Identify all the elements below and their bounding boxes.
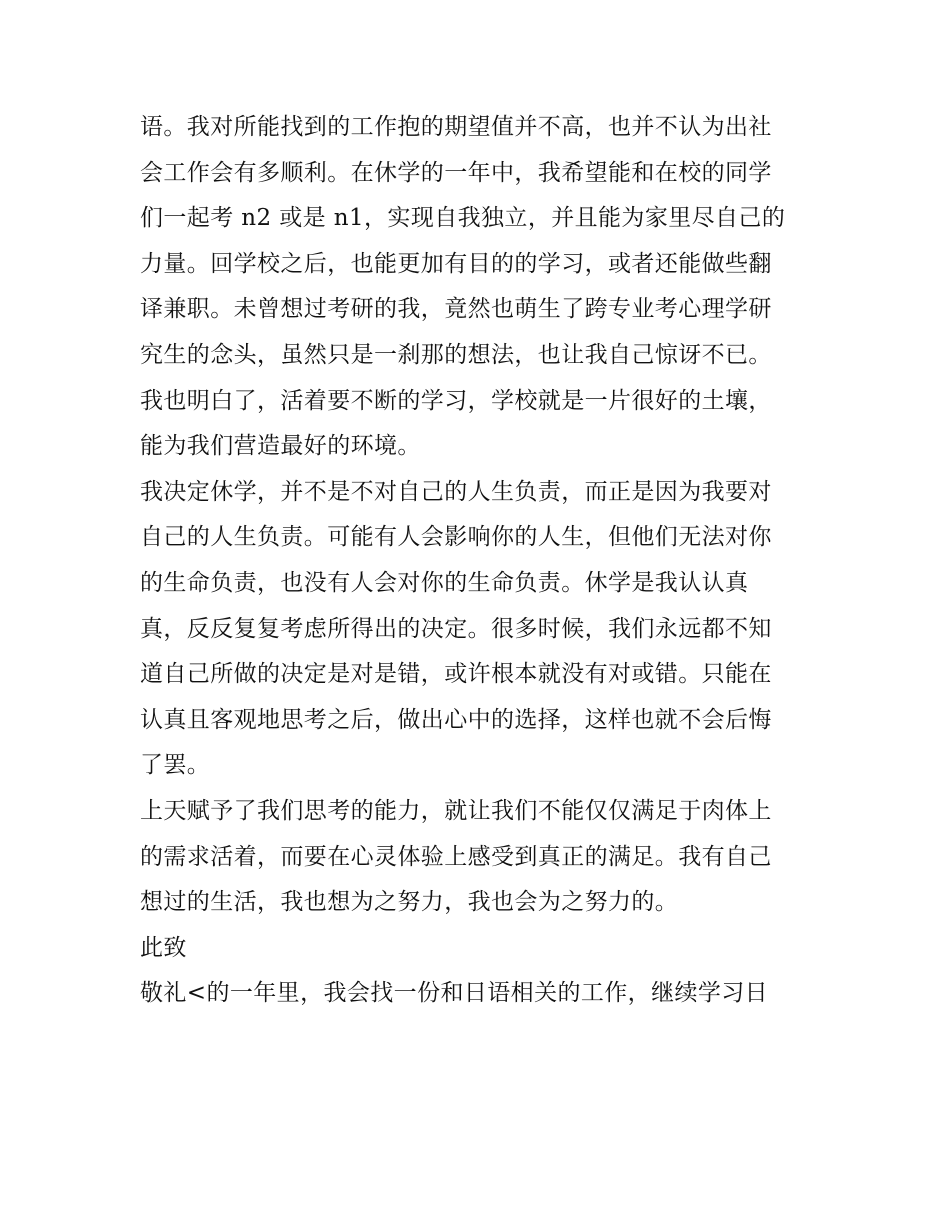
text-line: 译兼职。未曾想过考研的我，竟然也萌生了跨专业考心理学研 — [140, 296, 772, 323]
document-body — [140, 105, 820, 1017]
text-line: 能为我们营造最好的环境。 — [140, 433, 421, 460]
text-line: 的生命负责，也没有人会对你的生命负责。休学是我认认真 — [140, 569, 749, 596]
text-line: 我决定休学，并不是不对自己的人生负责，而正是因为我要对 — [140, 478, 772, 505]
text-line: 的需求活着，而要在心灵体验上感受到真正的满足。我有自己 — [140, 843, 772, 870]
text-line: 上天赋予了我们思考的能力，就让我们不能仅仅满足于肉体上 — [140, 797, 772, 824]
text-line: 自己的人生负责。可能有人会影响你的人生，但他们无法对你 — [140, 524, 772, 551]
text-line: 认真且客观地思考之后，做出心中的选择，这样也就不会后悔 — [140, 706, 772, 733]
text-line: 道自己所做的决定是对是错，或许根本就没有对或错。只能在 — [140, 661, 772, 688]
text-line: 会工作会有多顺利。在休学的一年中，我希望能和在校的同学 — [140, 159, 772, 186]
text-line: 力量。回学校之后，也能更加有目的的学习，或者还能做些翻 — [140, 250, 772, 277]
text-line: 想过的生活，我也想为之努力，我也会为之努力的。 — [140, 889, 679, 916]
closing-line: 敬礼<的一年里，我会找一份和日语相关的工作，继续学习日 — [140, 980, 769, 1007]
text-line: 语。我对所能找到的工作抱的期望值并不高，也并不认为出社 — [140, 114, 772, 140]
text-line: 了罢。 — [140, 752, 211, 779]
text-line: 真，反反复复考虑所得出的决定。很多时候，我们永远都不知 — [140, 615, 772, 642]
text-line: 我也明白了，活着要不断的学习，学校就是一片很好的土壤， — [140, 387, 772, 414]
text-line: 们一起考 n2 或是 n1，实现自我独立，并且能为家里尽自己的 — [140, 205, 786, 232]
text-line: 究生的念头，虽然只是一刹那的想法，也让我自己惊讶不已。 — [140, 341, 772, 368]
salutation-line: 此致 — [140, 934, 187, 961]
